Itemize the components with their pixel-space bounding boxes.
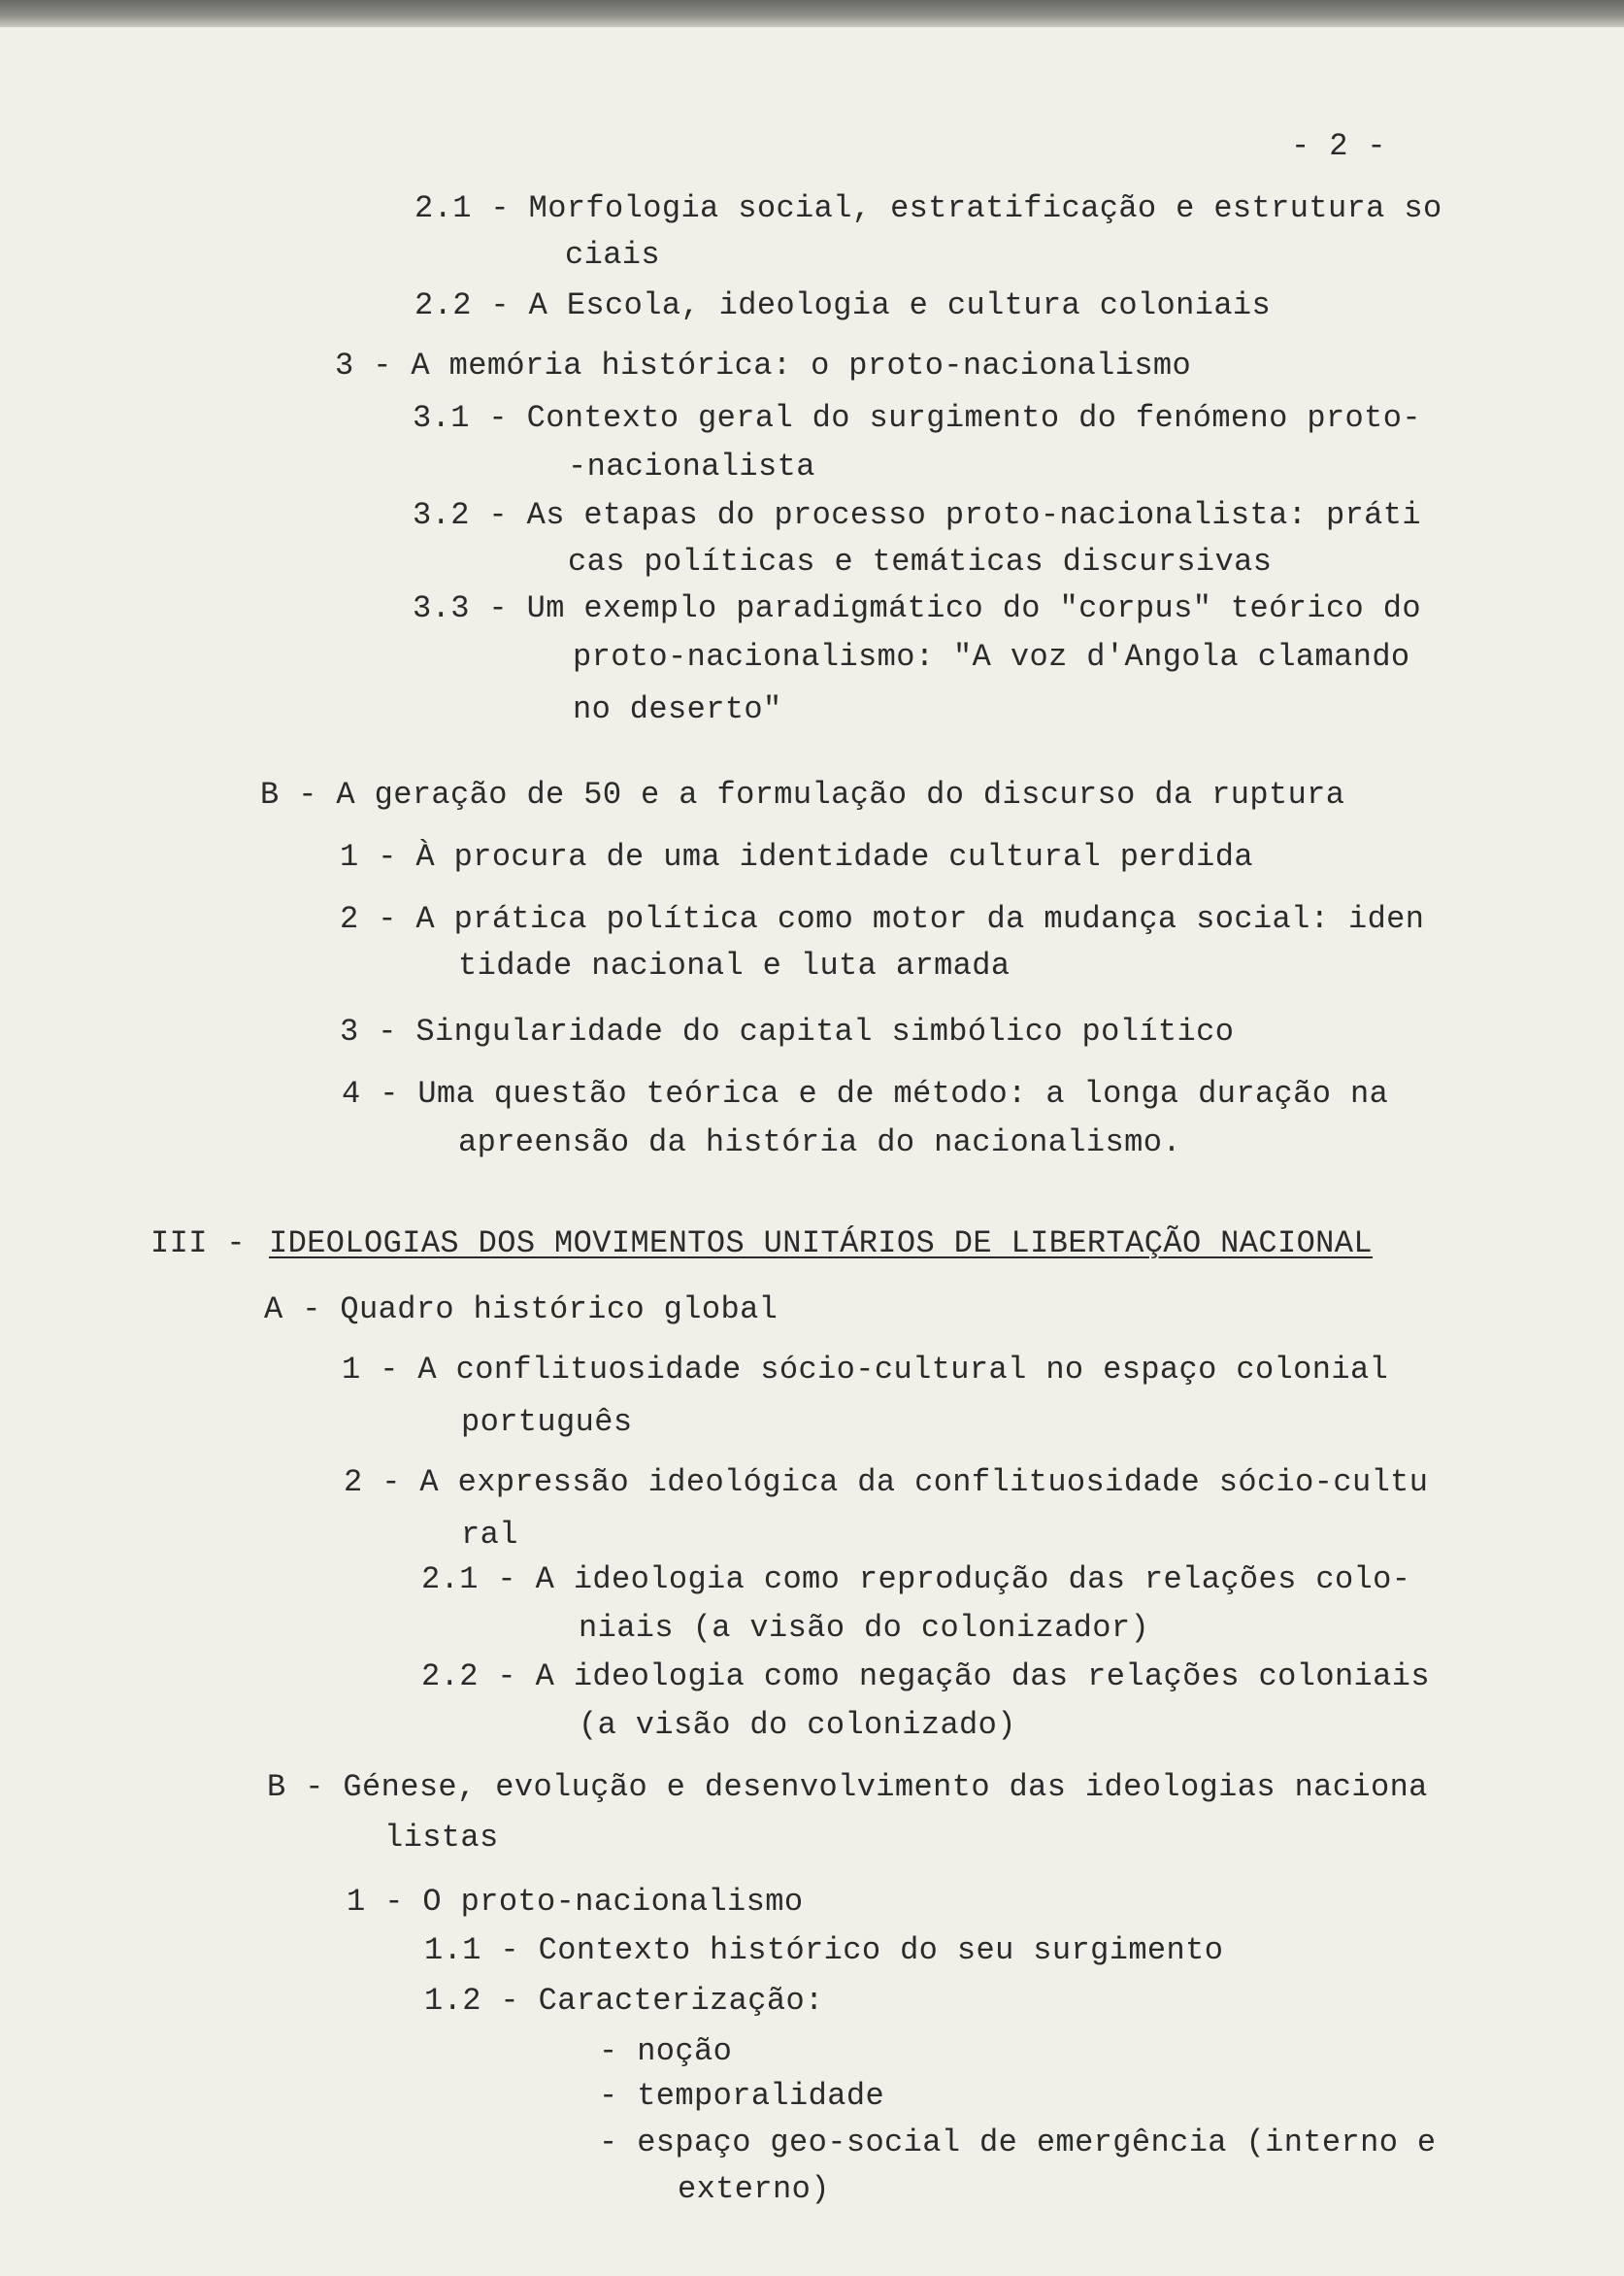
chapter-iii-b-item-1-2: 1.2 - Caracterização:	[424, 1983, 824, 2019]
chapter-iii-section-a: A - Quadro histórico global	[264, 1291, 779, 1327]
section-b-item-4: 4 - Uma questão teórica e de método: a longa duração na	[342, 1076, 1389, 1112]
characterization-temporalidade: - temporalidade	[599, 2078, 885, 2114]
characterization-noção: - noção	[599, 2033, 733, 2069]
chapter-iii-a-item-1-cont: português	[461, 1404, 633, 1440]
chapter-iii-a-item-2-1-cont: niais (a visão do colonizador)	[579, 1610, 1150, 1646]
section-b-item-4-cont: apreensão da história do nacionalismo.	[458, 1124, 1181, 1160]
characterization-espaco-cont: externo)	[678, 2171, 830, 2207]
chapter-iii-a-item-2-cont: ral	[461, 1517, 518, 1553]
chapter-iii-b-item-1: 1 - O proto-nacionalismo	[347, 1884, 804, 1920]
chapter-iii-a-item-2-2-cont: (a visão do colonizado)	[579, 1707, 1016, 1743]
section-b-item-2: 2 - A prática política como motor da mudança social: iden	[340, 901, 1425, 937]
characterization-espaco: - espaço geo-social de emergência (interno e	[599, 2125, 1437, 2160]
chapter-iii-a-item-2: 2 - A expressão ideológica da conflituosidade sócio-cultu	[344, 1464, 1429, 1500]
outline-item-2-2: 2.2 - A Escola, ideologia e cultura coloniais	[414, 287, 1272, 323]
chapter-iii-a-item-1: 1 - A conflituosidade sócio-cultural no espaço colonial	[342, 1352, 1389, 1388]
chapter-iii-title: IDEOLOGIAS DOS MOVIMENTOS UNITÁRIOS DE LIBERTAÇÃO NACIONAL	[269, 1225, 1373, 1261]
chapter-iii-a-item-2-2: 2.2 - A ideologia como negação das relações coloniais	[421, 1658, 1430, 1694]
chapter-iii-section-b-cont: listas	[384, 1820, 499, 1856]
page-number: - 2 -	[1291, 128, 1387, 164]
outline-item-3-3-cont2: no deserto"	[573, 691, 782, 727]
outline-item-3-3-cont: proto-nacionalismo: "A voz d'Angola clamando	[573, 639, 1410, 675]
outline-item-3-2-cont: cas políticas e temáticas discursivas	[568, 544, 1273, 580]
section-b-item-1: 1 - À procura de uma identidade cultural perdida	[340, 839, 1253, 875]
section-b-item-2-cont: tidade nacional e luta armada	[458, 948, 1011, 984]
outline-item-2-1: 2.1 - Morfologia social, estratificação e estrutura so	[414, 190, 1442, 226]
outline-item-3: 3 - A memória histórica: o proto-nacionalismo	[335, 348, 1192, 384]
chapter-iii-number: III -	[150, 1225, 265, 1261]
chapter-iii-a-item-2-1: 2.1 - A ideologia como reprodução das relações colo-	[421, 1561, 1411, 1597]
section-b-item-3: 3 - Singularidade do capital simbólico político	[340, 1014, 1235, 1050]
section-b-heading: B - A geração de 50 e a formulação do discurso da ruptura	[260, 777, 1345, 813]
outline-item-3-3: 3.3 - Um exemplo paradigmático do "corpus" teórico do	[413, 590, 1421, 626]
chapter-iii-b-item-1-1: 1.1 - Contexto histórico do seu surgimento	[424, 1932, 1224, 1968]
outline-item-3-1: 3.1 - Contexto geral do surgimento do fenómeno proto-	[413, 400, 1421, 436]
outline-item-3-1-cont: -nacionalista	[568, 449, 815, 485]
chapter-iii-section-b: B - Génese, evolução e desenvolvimento das ideologias naciona	[267, 1769, 1428, 1805]
outline-item-2-1-cont: ciais	[565, 237, 661, 273]
outline-item-3-2: 3.2 - As etapas do processo proto-nacionalista: práti	[413, 497, 1421, 533]
